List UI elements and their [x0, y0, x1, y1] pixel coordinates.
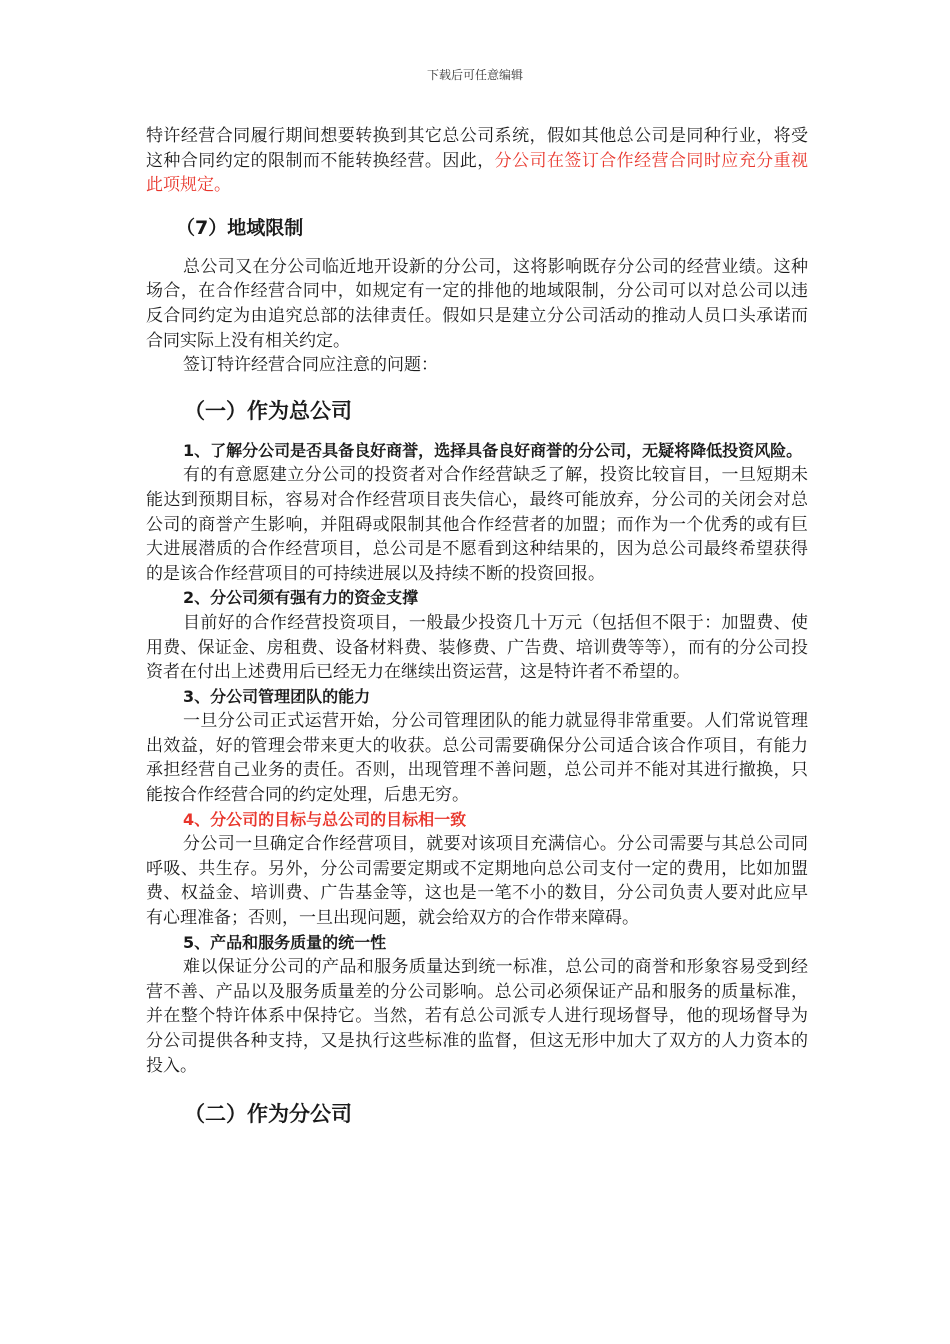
page-header: 下载后可任意编辑 [426, 68, 523, 82]
item-heading-3: 3、分公司管理团队的能力 [183, 686, 371, 706]
item-body-3: 一旦分公司正式运营开始，分公司管理团队的能力就显得非常重要。人们常说管理出效益，好的管理会带来更大的收获。总公司需要确保分公司适合该合作项目，有能力承担经营自己业务的责任。否则，出现管理不善问题，总公司并不能对其进行撤换，只能按合作经营合同的约定处理，后患无穷。 [146, 711, 808, 806]
section7-paragraph-1: 总公司又在分公司临近地开设新的分公司，这将影响既存分公司的经营业绩。这种场合，在合作经营合同中，如规定有一定的排他的地域限制，分公司可以对总公司以违反合同约定为由追究总部的法律责任。假如只是建立分公司活动的推动人员口头承诺而合同实际上没有相关约定。 [146, 256, 808, 351]
intro-highlight: 分公司在签订合作经营合同时应充分重视此项规定。 [146, 150, 809, 196]
section7-paragraph-2: 签订特许经营合同应注意的问题： [183, 355, 438, 376]
item-body-5: 难以保证分公司的产品和服务质量达到统一标准，总公司的商誉和形象容易受到经营不善、产品以及服务质量差的分公司影响。总公司必须保证产品和服务的质量标准，并在整个特许体系中保持它。当然，若有总公司派专人进行现场督导，他的现场督导为分公司提供各种支持，又是执行这些标准的监督，但这无形中加大了双方的人力资本的投入。 [146, 957, 808, 1076]
section-title-region-limit: （7）地域限制 [176, 216, 304, 239]
part-title-branch: （二）作为分公司 [184, 1102, 352, 1127]
intro-paragraph [146, 124, 808, 198]
item-heading-2: 2、分公司须有强有力的资金支撑 [183, 588, 419, 608]
item-heading-4: 4、分公司的目标与总公司的目标相一致 [183, 809, 467, 829]
part-title-headquarters: （一）作为总公司 [184, 398, 352, 423]
document-body [146, 124, 808, 1142]
item-heading-1: 1、了解分公司是否具备良好商誉，选择具备良好商誉的分公司，无疑将降低投资风险。 [183, 440, 803, 460]
item-body-2: 目前好的合作经营投资项目，一般最少投资几十万元（包括但不限于：加盟费、使用费、保证金、房租费、设备材料费、装修费、广告费、培训费等等），而有的分公司投资者在付出上述费用后已经无力在继续出资运营，这是特许者不希望的。 [146, 612, 808, 683]
item-heading-5: 5、产品和服务质量的统一性 [183, 932, 387, 952]
item-body-1: 有的有意愿建立分公司的投资者对合作经营缺乏了解，投资比较盲目，一旦短期未能达到预期目标，容易对合作经营项目丧失信心，最终可能放弃，分公司的关闭会对总公司的商誉产生影响，并阻碍或限制其他合作经营者的加盟；而作为一个优秀的或有巨大进展潜质的合作经营项目，总公司是不愿看到这种结果的，因为总公司最终希望获得的是该合作经营项目的可持续进展以及持续不断的投资回报。 [146, 465, 808, 584]
item-body-4: 分公司一旦确定合作经营项目，就要对该项目充满信心。分公司需要与其总公司同呼吸、共生存。另外，分公司需要定期或不定期地向总公司支付一定的费用，比如加盟费、权益金、培训费、广告基金等，这也是一笔不小的数目，分公司负责人要对此应早有心理准备；否则，一旦出现问题，就会给双方的合作带来障碍。 [146, 834, 808, 929]
intro-text: 特许经营合同履行期间想要转换到其它总公司系统，假如其他总公司是同种行业，将受这种合同约定的限制而不能转换经营。因此， [146, 126, 808, 171]
